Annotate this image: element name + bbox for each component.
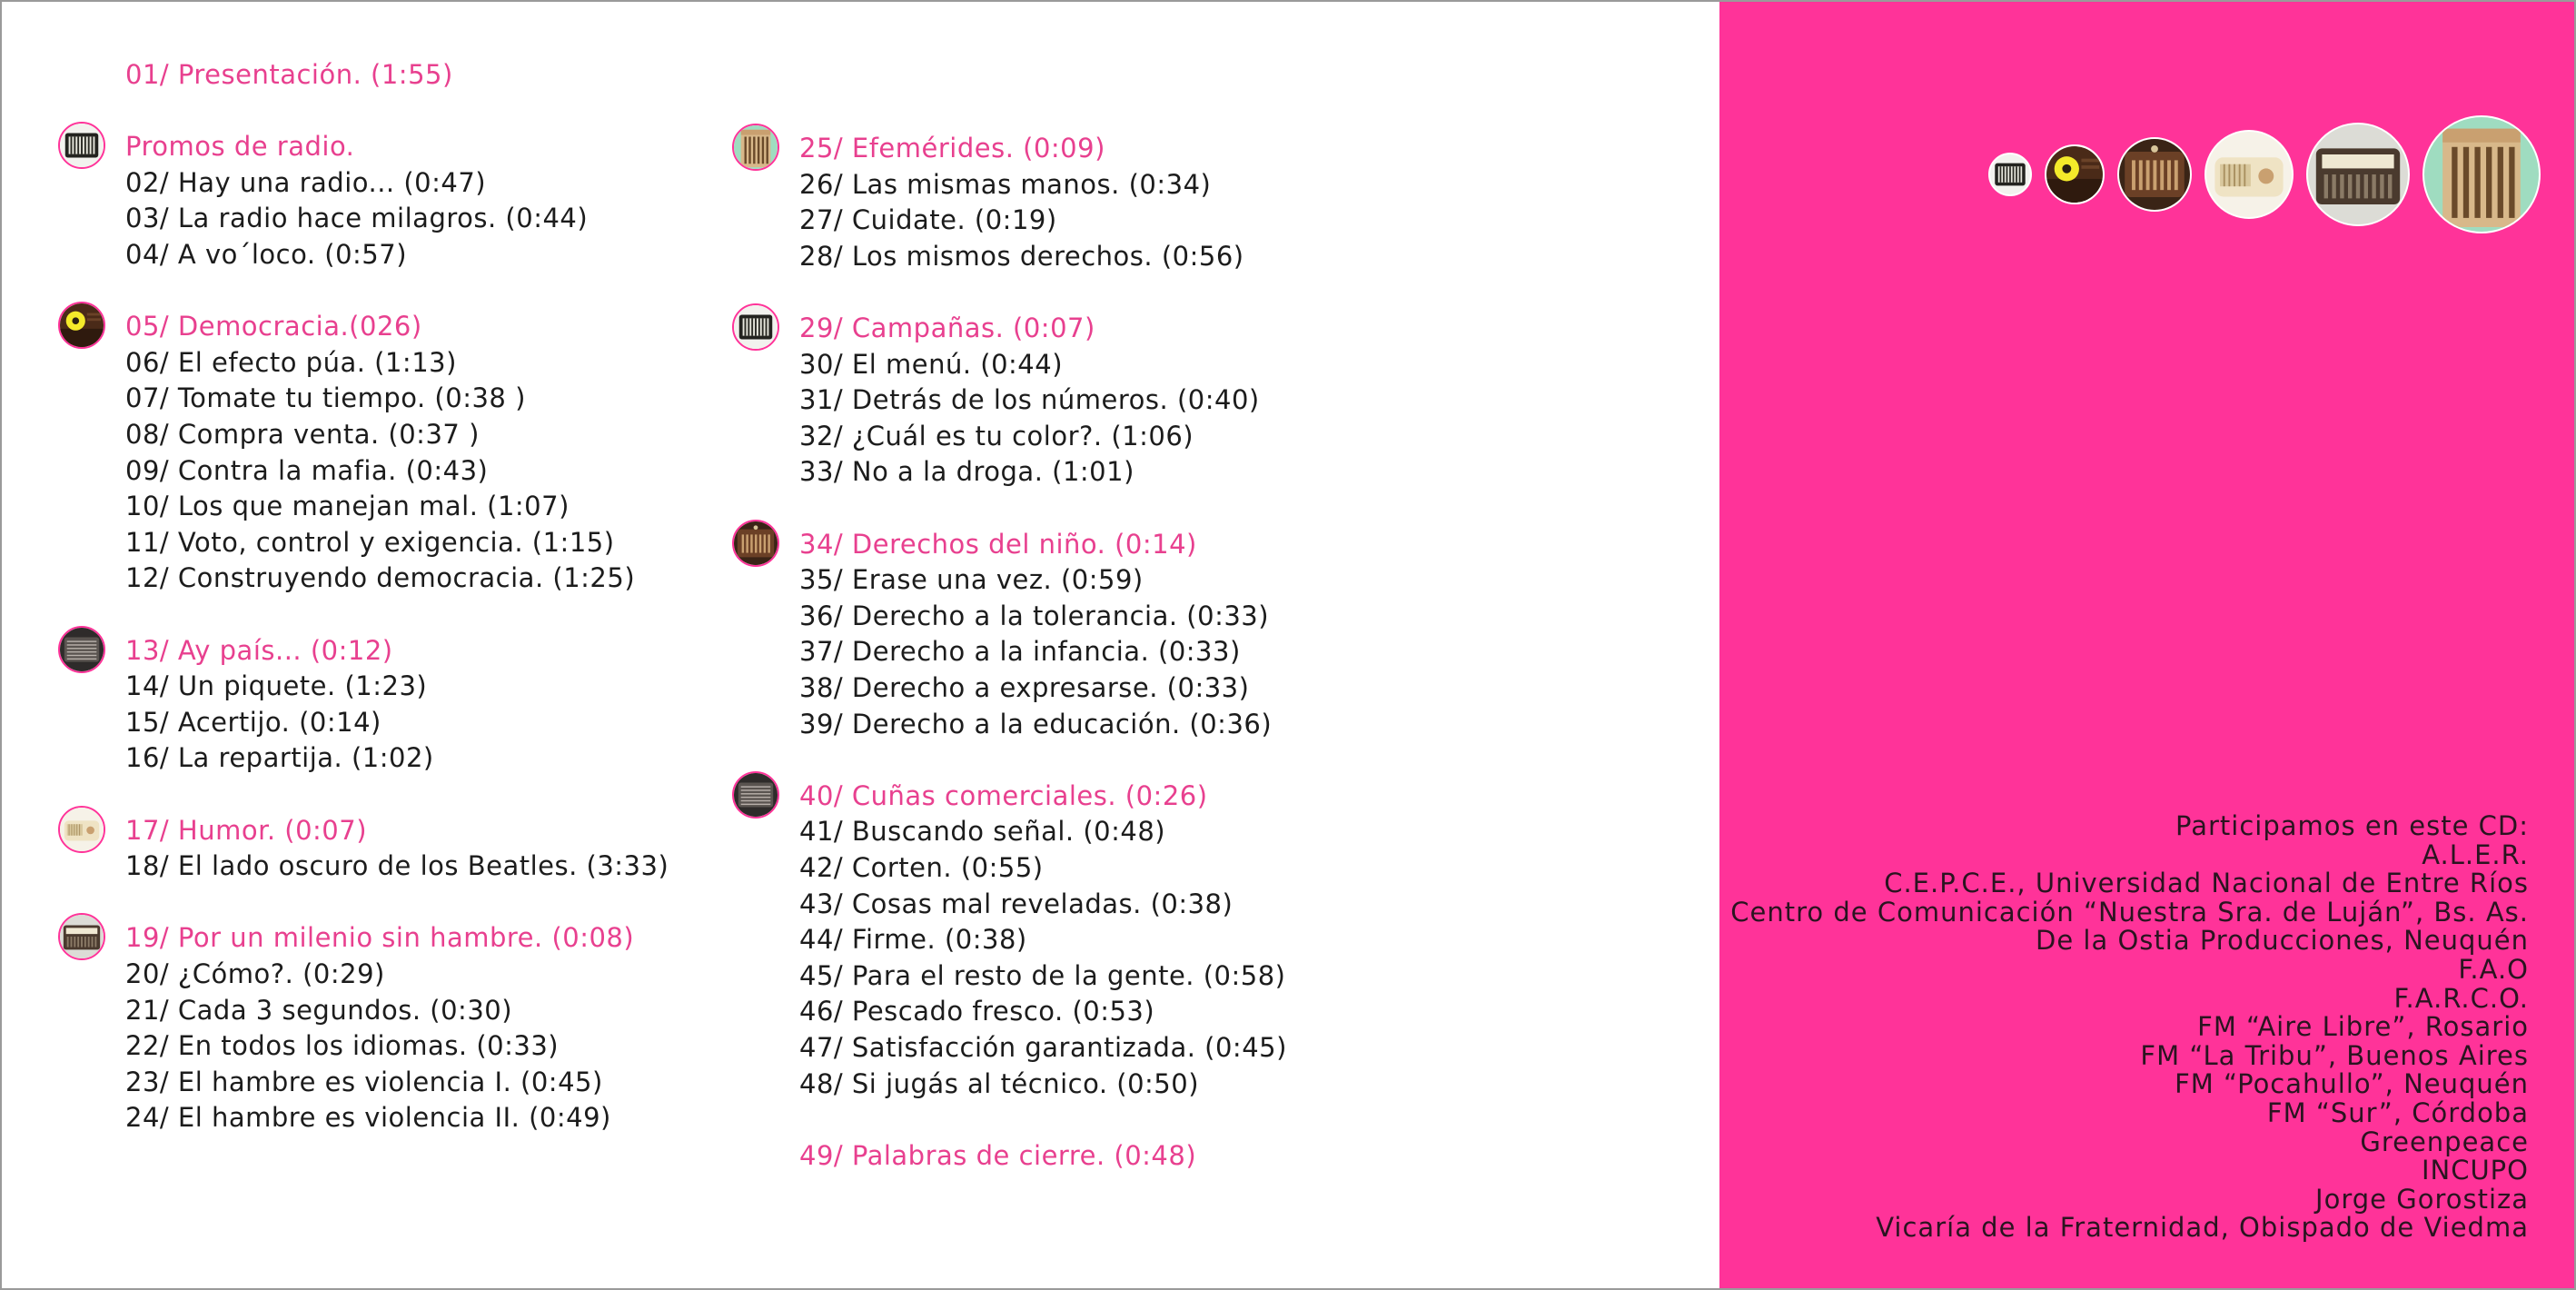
radio-cream-icon <box>2204 130 2294 219</box>
track-item: 23/ El hambre es violencia I. (0:45) <box>125 1066 603 1097</box>
section-heading: 13/ Ay país... (0:12) <box>125 634 393 666</box>
section-heading: 25/ Efemérides. (0:09) <box>799 133 1105 164</box>
track-item: 02/ Hay una radio... (0:47) <box>125 166 487 198</box>
track-item: 41/ Buscando señal. (0:48) <box>799 816 1166 848</box>
credits-block <box>1730 812 2529 1243</box>
radio-wood-icon <box>732 520 779 567</box>
track-item: 33/ No a la droga. (1:01) <box>799 456 1134 488</box>
radio-speaker-icon <box>58 626 105 673</box>
credit-item: C.E.P.C.E., Universidad Nacional de Entre Ríos <box>1884 868 2529 899</box>
track-item: 03/ La radio hace milagros. (0:44) <box>125 203 589 234</box>
track-item: 14/ Un piquete. (1:23) <box>125 670 428 702</box>
track-item: 22/ En todos los idiomas. (0:33) <box>125 1030 560 1062</box>
track-item: 12/ Construyendo democracia. (1:25) <box>125 562 636 594</box>
track-item: 26/ Las mismas manos. (0:34) <box>799 168 1212 200</box>
credit-item: FM “Sur”, Córdoba <box>2266 1096 2529 1128</box>
credit-item: F.A.O <box>2458 953 2529 985</box>
track-item: 35/ Erase una vez. (0:59) <box>799 564 1144 596</box>
section-heading: Promos de radio. <box>125 131 355 163</box>
credit-item: A.L.E.R. <box>2422 838 2529 870</box>
track-item: 46/ Pescado fresco. (0:53) <box>799 996 1155 1027</box>
section-heading: 19/ Por un milenio sin hambre. (0:08) <box>125 922 635 954</box>
track-item: 36/ Derecho a la tolerancia. (0:33) <box>799 600 1270 631</box>
track-item: 43/ Cosas mal reveladas. (0:38) <box>799 888 1234 919</box>
track-item: 11/ Voto, control y exigencia. (1:15) <box>125 526 615 558</box>
radio-grille-icon <box>1988 153 2032 196</box>
radio-grille-icon <box>732 303 779 351</box>
track-item: 32/ ¿Cuál es tu color?. (1:06) <box>799 420 1194 452</box>
track-item: 48/ Si jugás al técnico. (0:50) <box>799 1067 1200 1099</box>
radio-cream-icon <box>58 806 105 853</box>
track-item: 31/ Detrás de los números. (0:40) <box>799 384 1260 416</box>
track-item: 24/ El hambre es violencia II. (0:49) <box>125 1102 611 1134</box>
section-heading: 17/ Humor. (0:07) <box>125 814 368 846</box>
radio-panel-icon <box>58 913 105 960</box>
credit-item: Vicaría de la Fraternidad, Obispado de Viedma <box>1876 1212 2529 1244</box>
section-heading: 01/ Presentación. (1:55) <box>125 59 453 90</box>
radio-wood-icon <box>2117 137 2192 212</box>
track-item: 28/ Los mismos derechos. (0:56) <box>799 240 1244 272</box>
section-heading: 49/ Palabras de cierre. (0:48) <box>799 1139 1197 1171</box>
track-item: 45/ Para el resto de la gente. (0:58) <box>799 959 1286 991</box>
track-item: 18/ El lado oscuro de los Beatles. (3:33) <box>125 850 669 882</box>
section-heading: 29/ Campañas. (0:07) <box>799 313 1095 343</box>
radio-speaker-icon <box>732 771 779 819</box>
track-item: 38/ Derecho a expresarse. (0:33) <box>799 672 1250 703</box>
track-item: 07/ Tomate tu tiempo. (0:38 ) <box>125 382 526 414</box>
track-item: 21/ Cada 3 segundos. (0:30) <box>125 994 513 1026</box>
track-item: 16/ La repartija. (1:02) <box>125 742 434 774</box>
credit-item: FM “La Tribu”, Buenos Aires <box>2140 1039 2529 1071</box>
credit-item: FM “Pocahullo”, Neuquén <box>2175 1068 2529 1100</box>
track-item: 47/ Satisfacción garantizada. (0:45) <box>799 1032 1287 1063</box>
track-item: 06/ El efecto púa. (1:13) <box>125 346 457 378</box>
radio-dial-icon <box>58 302 105 349</box>
credit-item: Jorge Gorostiza <box>2315 1183 2529 1215</box>
radio-mint-icon <box>2422 115 2541 233</box>
section-heading: 40/ Cuñas comerciales. (0:26) <box>799 779 1208 811</box>
credit-item: FM “Aire Libre”, Rosario <box>2197 1011 2529 1043</box>
track-item: 39/ Derecho a la educación. (0:36) <box>799 708 1273 739</box>
credits-panel <box>1719 2 2574 1288</box>
track-item: 20/ ¿Cómo?. (0:29) <box>125 958 385 989</box>
radio-dial-icon <box>2045 144 2105 204</box>
track-item: 30/ El menú. (0:44) <box>799 348 1064 380</box>
track-item: 10/ Los que manejan mal. (1:07) <box>125 491 570 522</box>
track-item: 44/ Firme. (0:38) <box>799 924 1027 956</box>
track-item: 37/ Derecho a la infancia. (0:33) <box>799 636 1241 668</box>
section-heading: 05/ Democracia.(026) <box>125 311 422 342</box>
track-item: 15/ Acertijo. (0:14) <box>125 706 381 738</box>
credit-item: Centro de Comunicación “Nuestra Sra. de Luján”, Bs. As. <box>1730 896 2529 928</box>
radio-panel-icon <box>2306 123 2410 226</box>
credit-item: F.A.R.C.O. <box>2393 982 2529 1014</box>
section-heading: 34/ Derechos del niño. (0:14) <box>799 528 1197 560</box>
radio-grille-icon <box>58 122 105 169</box>
track-item: 42/ Corten. (0:55) <box>799 852 1044 883</box>
credits-title: Participamos en este CD: <box>2175 810 2529 841</box>
credit-item: Greenpeace <box>2360 1126 2529 1157</box>
track-item: 08/ Compra venta. (0:37 ) <box>125 419 480 450</box>
track-item: 04/ A vo´loco. (0:57) <box>125 239 408 270</box>
radio-mint-icon <box>732 124 779 171</box>
track-item: 09/ Contra la mafia. (0:43) <box>125 454 489 486</box>
credit-item: INCUPO <box>2421 1155 2529 1186</box>
track-item: 27/ Cuidate. (0:19) <box>799 204 1057 236</box>
credit-item: De la Ostia Producciones, Neuquén <box>2036 925 2529 957</box>
